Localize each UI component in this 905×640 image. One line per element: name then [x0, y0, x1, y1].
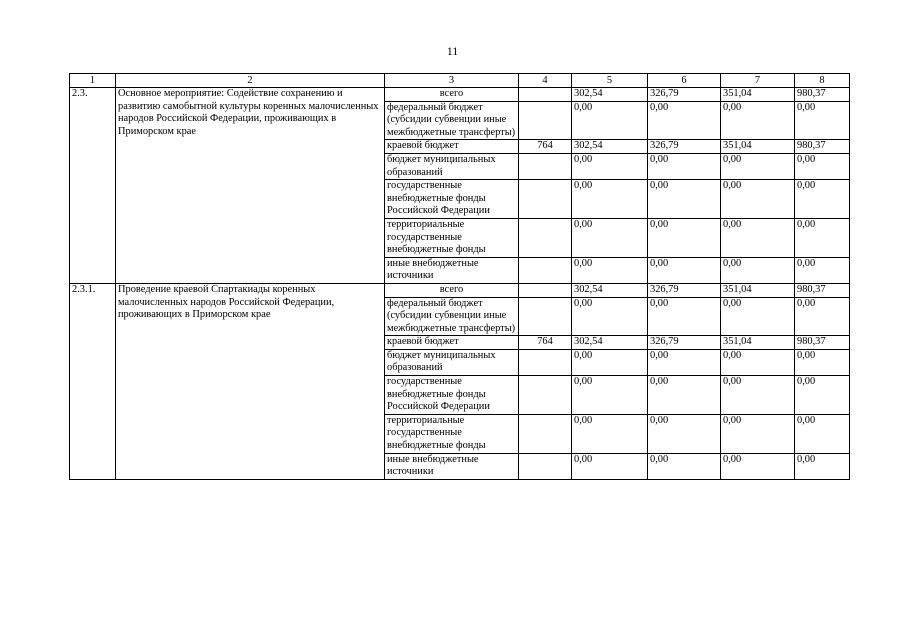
section-code: 2.3.1.	[70, 283, 116, 479]
funding-source: всего	[385, 283, 519, 297]
funding-source: территориальные государственные внебюджетные фонды	[385, 218, 519, 257]
section-title: Проведение краевой Спартакиады коренных малочисленных народов Российской Федерации, проживающих в Приморском крае	[116, 283, 385, 479]
header-cell: 1	[70, 74, 116, 88]
value-col-6: 0,00	[648, 153, 721, 179]
value-col-7: 0,00	[721, 257, 795, 283]
value-col-8: 0,00	[795, 414, 850, 453]
grbs-code: 764	[519, 140, 572, 154]
funding-source: федеральный бюджет (субсидии субвенции иные межбюджетные трансферты)	[385, 297, 519, 336]
funding-source: государственные внебюджетные фонды Российской Федерации	[385, 180, 519, 219]
value-col-5: 0,00	[572, 349, 648, 375]
header-cell: 4	[519, 74, 572, 88]
grbs-code	[519, 376, 572, 415]
funding-source: краевой бюджет	[385, 140, 519, 154]
value-col-8: 0,00	[795, 101, 850, 140]
value-col-6: 326,79	[648, 88, 721, 102]
value-col-7: 0,00	[721, 376, 795, 415]
grbs-code	[519, 283, 572, 297]
value-col-7: 0,00	[721, 101, 795, 140]
grbs-code	[519, 297, 572, 336]
grbs-code	[519, 153, 572, 179]
value-col-6: 0,00	[648, 376, 721, 415]
value-col-6: 0,00	[648, 349, 721, 375]
funding-source: территориальные государственные внебюджетные фонды	[385, 414, 519, 453]
value-col-5: 302,54	[572, 283, 648, 297]
value-col-7: 351,04	[721, 336, 795, 350]
value-col-5: 302,54	[572, 336, 648, 350]
value-col-8: 0,00	[795, 153, 850, 179]
value-col-8: 0,00	[795, 297, 850, 336]
value-col-6: 0,00	[648, 101, 721, 140]
funding-source: федеральный бюджет (субсидии субвенции иные межбюджетные трансферты)	[385, 101, 519, 140]
grbs-code: 764	[519, 336, 572, 350]
grbs-code	[519, 414, 572, 453]
budget-table	[69, 73, 850, 480]
value-col-8: 980,37	[795, 140, 850, 154]
value-col-5: 0,00	[572, 153, 648, 179]
value-col-7: 351,04	[721, 140, 795, 154]
value-col-7: 0,00	[721, 153, 795, 179]
value-col-6: 0,00	[648, 180, 721, 219]
value-col-7: 351,04	[721, 283, 795, 297]
value-col-6: 0,00	[648, 453, 721, 479]
grbs-code	[519, 349, 572, 375]
value-col-5: 302,54	[572, 140, 648, 154]
table-body	[70, 88, 850, 480]
value-col-7: 0,00	[721, 349, 795, 375]
header-cell: 5	[572, 74, 648, 88]
value-col-7: 0,00	[721, 453, 795, 479]
table-row	[70, 88, 850, 102]
value-col-7: 0,00	[721, 218, 795, 257]
funding-source: иные внебюджетные источники	[385, 453, 519, 479]
value-col-6: 0,00	[648, 414, 721, 453]
value-col-5: 302,54	[572, 88, 648, 102]
value-col-6: 0,00	[648, 218, 721, 257]
grbs-code	[519, 453, 572, 479]
value-col-8: 0,00	[795, 180, 850, 219]
value-col-6: 0,00	[648, 297, 721, 336]
section-code: 2.3.	[70, 88, 116, 284]
funding-source: бюджет муниципальных образований	[385, 153, 519, 179]
value-col-8: 0,00	[795, 257, 850, 283]
value-col-6: 326,79	[648, 283, 721, 297]
section-title: Основное мероприятие: Содействие сохранению и развитию самобытной культуры коренных малочисленных народов Российской Федерации, проживающих в Приморском крае	[116, 88, 385, 284]
funding-source: краевой бюджет	[385, 336, 519, 350]
value-col-5: 0,00	[572, 257, 648, 283]
value-col-7: 0,00	[721, 180, 795, 219]
funding-source: бюджет муниципальных образований	[385, 349, 519, 375]
value-col-8: 0,00	[795, 376, 850, 415]
funding-source: иные внебюджетные источники	[385, 257, 519, 283]
value-col-7: 0,00	[721, 297, 795, 336]
header-cell: 7	[721, 74, 795, 88]
header-cell: 3	[385, 74, 519, 88]
page-number: 11	[446, 44, 459, 58]
grbs-code	[519, 101, 572, 140]
funding-source: всего	[385, 88, 519, 102]
value-col-8: 0,00	[795, 453, 850, 479]
value-col-7: 351,04	[721, 88, 795, 102]
grbs-code	[519, 88, 572, 102]
grbs-code	[519, 257, 572, 283]
value-col-5: 0,00	[572, 376, 648, 415]
funding-source: государственные внебюджетные фонды Российской Федерации	[385, 376, 519, 415]
value-col-8: 980,37	[795, 336, 850, 350]
value-col-5: 0,00	[572, 453, 648, 479]
value-col-6: 0,00	[648, 257, 721, 283]
value-col-6: 326,79	[648, 336, 721, 350]
header-cell: 8	[795, 74, 850, 88]
value-col-6: 326,79	[648, 140, 721, 154]
value-col-8: 980,37	[795, 88, 850, 102]
header-row	[70, 74, 850, 88]
header-cell: 6	[648, 74, 721, 88]
grbs-code	[519, 180, 572, 219]
value-col-7: 0,00	[721, 414, 795, 453]
value-col-8: 0,00	[795, 218, 850, 257]
value-col-5: 0,00	[572, 297, 648, 336]
value-col-5: 0,00	[572, 414, 648, 453]
value-col-8: 0,00	[795, 349, 850, 375]
value-col-5: 0,00	[572, 180, 648, 219]
header-cell: 2	[116, 74, 385, 88]
value-col-5: 0,00	[572, 218, 648, 257]
grbs-code	[519, 218, 572, 257]
value-col-8: 980,37	[795, 283, 850, 297]
table-row	[70, 283, 850, 297]
value-col-5: 0,00	[572, 101, 648, 140]
